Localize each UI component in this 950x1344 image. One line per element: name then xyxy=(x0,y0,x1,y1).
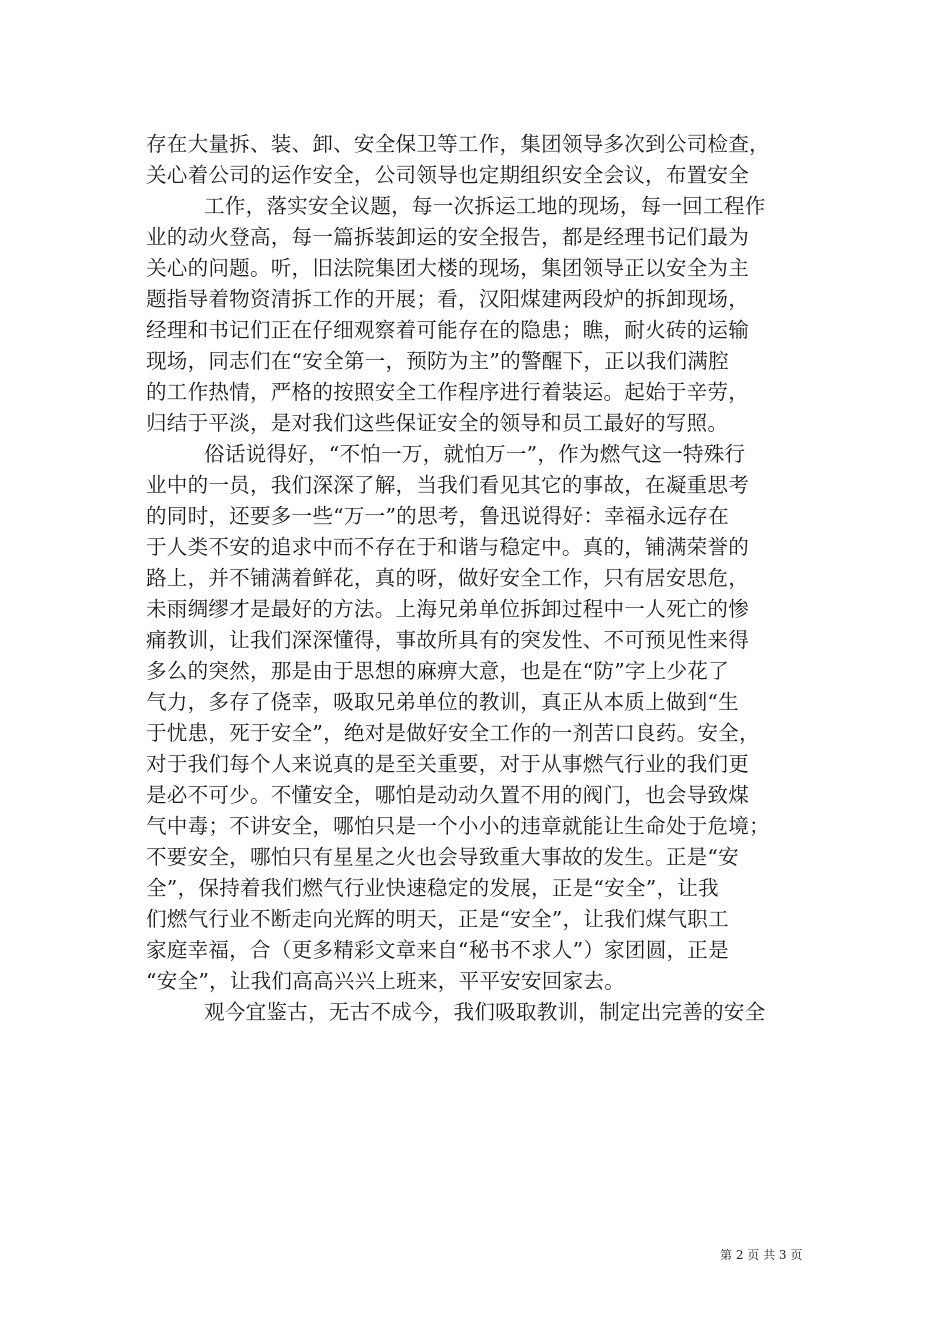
page-footer: 第 2 页 共 3 页 xyxy=(720,1248,803,1262)
text-line: 经理和书记们正在仔细观察着可能存在的隐患；瞧，耐火砖的运输 xyxy=(146,318,750,342)
text-line: 气力，多存了侥幸，吸取兄弟单位的教训，真正从本质上做到“生 xyxy=(146,690,739,714)
text-line: 归结于平淡，是对我们这些保证安全的领导和员工最好的写照。 xyxy=(146,411,729,435)
text-line: 全”，保持着我们燃气行业快速稳定的发展，正是“安全”，让我 xyxy=(146,876,719,900)
text-line: 关心的问题。听，旧法院集团大楼的现场，集团领导正以安全为主 xyxy=(146,256,750,280)
text-line: 观今宜鉴古，无古不成今，我们吸取教训，制定出完善的安全 xyxy=(204,1000,766,1024)
text-line: 多么的突然，那是由于思想的麻痹大意，也是在“防”字上少花了 xyxy=(146,659,729,683)
text-line: 家庭幸福，合（更多精彩文章来自“秘书不求人”）家团圆，正是 xyxy=(146,938,729,962)
text-line: 们燃气行业不断走向光辉的明天，正是“安全”，让我们煤气职工 xyxy=(146,907,729,931)
text-line: 的同时，还要多一些“万一”的思考，鲁迅说得好：幸福永远存在 xyxy=(146,504,729,528)
text-line: 工作，落实安全议题，每一次拆运工地的现场，每一回工程作 xyxy=(204,194,766,218)
text-line: 存在大量拆、装、卸、安全保卫等工作，集团领导多次到公司检查， xyxy=(146,132,770,156)
text-line: 业的动火登高，每一篇拆装卸运的安全报告，都是经理书记们最为 xyxy=(146,225,750,249)
text-line: 是必不可少。不懂安全，哪怕是动动久置不用的阀门，也会导致煤 xyxy=(146,783,750,807)
text-line: 对于我们每个人来说真的是至关重要，对于从事燃气行业的我们更 xyxy=(146,752,750,776)
text-line: 关心着公司的运作安全，公司领导也定期组织安全会议，布置安全 xyxy=(146,163,750,187)
text-line: 气中毒；不讲安全，哪怕只是一个小小的违章就能让生命处于危境； xyxy=(146,814,770,838)
text-line: 俗话说得好，“不怕一万，就怕万一”，作为燃气这一特殊行 xyxy=(204,442,746,466)
text-line: 痛教训，让我们深深懂得，事故所具有的突发性、不可预见性来得 xyxy=(146,628,750,652)
text-line: “安全”，让我们高高兴兴上班来，平平安安回家去。 xyxy=(146,969,625,993)
text-line: 路上，并不铺满着鲜花，真的呀，做好安全工作，只有居安思危， xyxy=(146,566,750,590)
text-line: 现场，同志们在“安全第一，预防为主”的警醒下，正以我们满腔 xyxy=(146,349,729,373)
text-line: 于忧患，死于安全”，绝对是做好安全工作的一剂苦口良药。安全， xyxy=(146,721,760,745)
text-line: 题指导着物资清拆工作的开展；看，汉阳煤建两段炉的拆卸现场， xyxy=(146,287,750,311)
text-line: 未雨绸缪才是最好的方法。上海兄弟单位拆卸过程中一人死亡的惨 xyxy=(146,597,750,621)
text-line: 的工作热情，严格的按照安全工作程序进行着装运。起始于辛劳， xyxy=(146,380,750,404)
text-line: 业中的一员，我们深深了解，当我们看见其它的事故，在凝重思考 xyxy=(146,473,750,497)
text-line: 不要安全，哪怕只有星星之火也会导致重大事故的发生。正是“安 xyxy=(146,845,739,869)
text-line: 于人类不安的追求中而不存在于和谐与稳定中。真的，铺满荣誉的 xyxy=(146,535,750,559)
